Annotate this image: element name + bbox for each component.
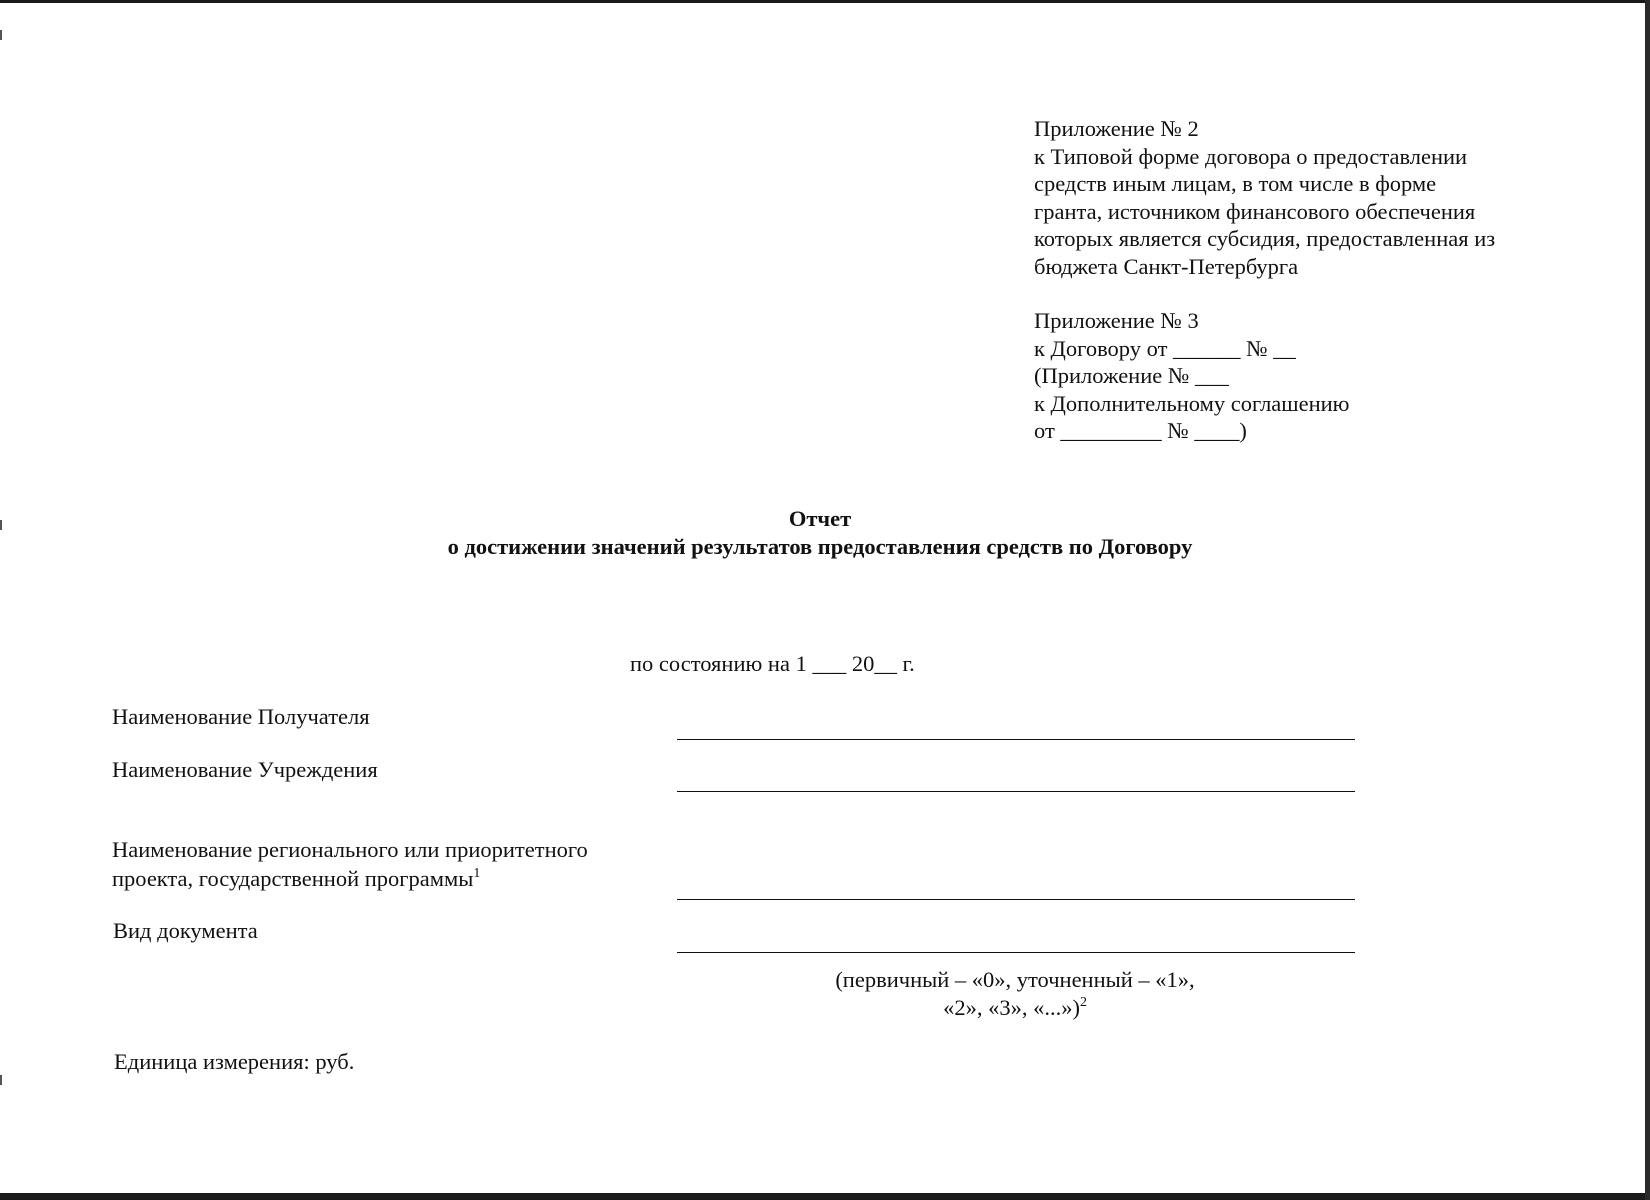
doc-type-note-text: «2», «3», «...») [943,995,1080,1020]
institution-label: Наименование Учреждения [112,757,378,782]
doc-type-field-line[interactable] [677,952,1355,953]
project-footnote-marker: 1 [473,866,481,881]
project-field-line[interactable] [677,899,1355,900]
appendix-line: к Дополнительному соглашению [1034,390,1350,416]
appendix-line: Приложение № 3 [1034,308,1199,333]
doc-type-note-line1: (первичный – «0», уточненный – «1», [835,967,1195,992]
project-label-line1: Наименование регионального или приоритетного [112,837,588,862]
appendix-block [1034,115,1495,445]
appendix-line: которых является субсидия, предоставленная из [1034,226,1496,251]
recipient-label: Наименование Получателя [112,704,370,729]
appendix-line: бюджета Санкт-Петербурга [1034,253,1299,279]
doc-type-note-line2 [790,994,1240,1026]
as-of-date: по состоянию на 1 ___ 20__ г. [630,651,915,676]
appendix-line: от _________ № ____) [1034,418,1247,443]
scan-edge-left-mark [0,1075,2,1085]
doc-type-footnote-marker: 2 [1079,995,1087,1010]
scan-edge-right [1645,0,1650,1200]
appendix-line: к Договору от ______ № __ [1034,335,1296,361]
appendix-line: средств иным лицам, в том числе в форме [1034,171,1437,196]
appendix-line: (Приложение № ___ [1034,363,1229,388]
report-title: Отчет [788,506,852,531]
doc-type-label: Вид документа [113,918,258,943]
recipient-field-line[interactable] [677,739,1355,740]
appendix-line: Приложение № 2 [1034,116,1199,141]
institution-field-line[interactable] [677,791,1355,792]
appendix-gap [1034,280,1495,307]
scan-edge-top [0,0,1650,3]
report-subtitle: о достижении значений результатов предоставления средств по Договору [447,534,1193,559]
scan-edge-left-mark [0,30,2,40]
appendix-line: к Типовой форме договора о предоставлении [1034,143,1468,169]
project-label-text: проекта, государственной программы [112,866,474,891]
scan-edge-bottom [0,1193,1650,1200]
project-label-line2 [112,865,480,897]
unit-of-measure: Единица измерения: руб. [114,1049,355,1074]
appendix-line: гранта, источником финансового обеспечения [1034,198,1476,224]
